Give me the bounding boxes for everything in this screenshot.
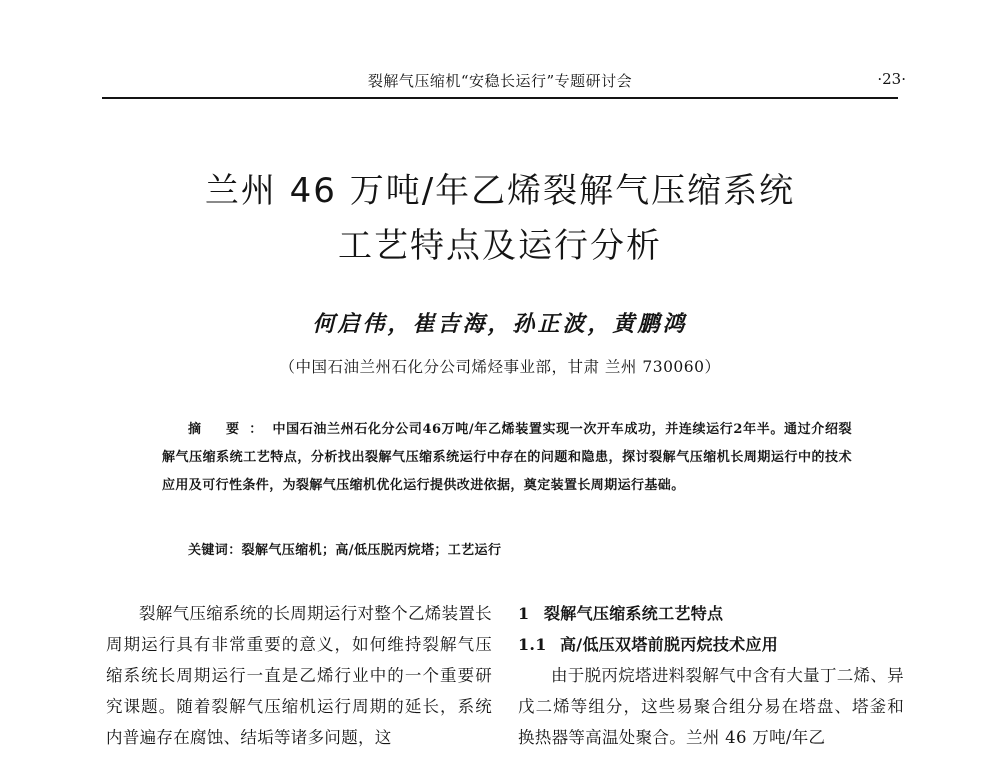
keywords	[188, 539, 501, 558]
keywords-text: 裂解气压缩机；高/低压脱丙烷塔；工艺运行	[241, 543, 502, 558]
body-right-paragraph: 由于脱丙烷塔进料裂解气中含有大量丁二烯、异戊二烯等组分，这些易聚合组分易在塔盘、塔釜和换热器等高温处聚合。兰州 46 万吨/年乙	[518, 666, 904, 747]
article-title-line-1: 兰州 46 万吨/年乙烯裂解气压缩系统	[204, 171, 796, 211]
affiliation: （中国石油兰州石化分公司烯烃事业部，甘肃 兰州 730060）	[279, 358, 721, 376]
section-1-number: 1	[518, 604, 530, 623]
abstract-text: 中国石油兰州石化分公司46万吨/年乙烯装置实现一次开车成功，并连续运行2年半。通过介绍裂解气压缩系统工艺特点，分析找出裂解气压缩系统运行中存在的问题和隐患，探讨裂解气压缩机长周期运行中的技术应用及可行性条件，为裂解气压缩机优化运行提供改进依据，奠定装置长周期运行基础。	[162, 422, 852, 493]
article-title-line-2: 工艺特点及运行分析	[338, 226, 662, 266]
section-1-1-title: 高/低压双塔前脱丙烷技术应用	[560, 635, 779, 654]
authors: 何启伟，崔吉海，孙正波，黄鹏鸿	[312, 311, 688, 337]
body-right-column	[518, 598, 904, 753]
header-rule	[102, 97, 898, 99]
section-1-1-heading	[518, 629, 904, 660]
abstract-label: 摘 要：	[188, 422, 273, 437]
section-1-1-number: 1.1	[518, 635, 547, 654]
body-left-paragraph: 裂解气压缩系统的长周期运行对整个乙烯装置长周期运行具有非常重要的意义，如何维持裂解气压缩系统长周期运行一直是乙烯行业中的一个重要研究课题。随着裂解气压缩机运行周期的延长，系统内普遍存在腐蚀、结垢等诸多问题，这	[106, 604, 492, 747]
section-1-title: 裂解气压缩系统工艺特点	[544, 604, 724, 623]
keywords-label: 关键词：	[188, 543, 242, 558]
section-1-heading	[518, 598, 904, 629]
page-number: ·23·	[877, 70, 906, 88]
running-header-title: 裂解气压缩机“安稳长运行”专题研讨会	[367, 72, 633, 90]
abstract	[162, 416, 852, 500]
